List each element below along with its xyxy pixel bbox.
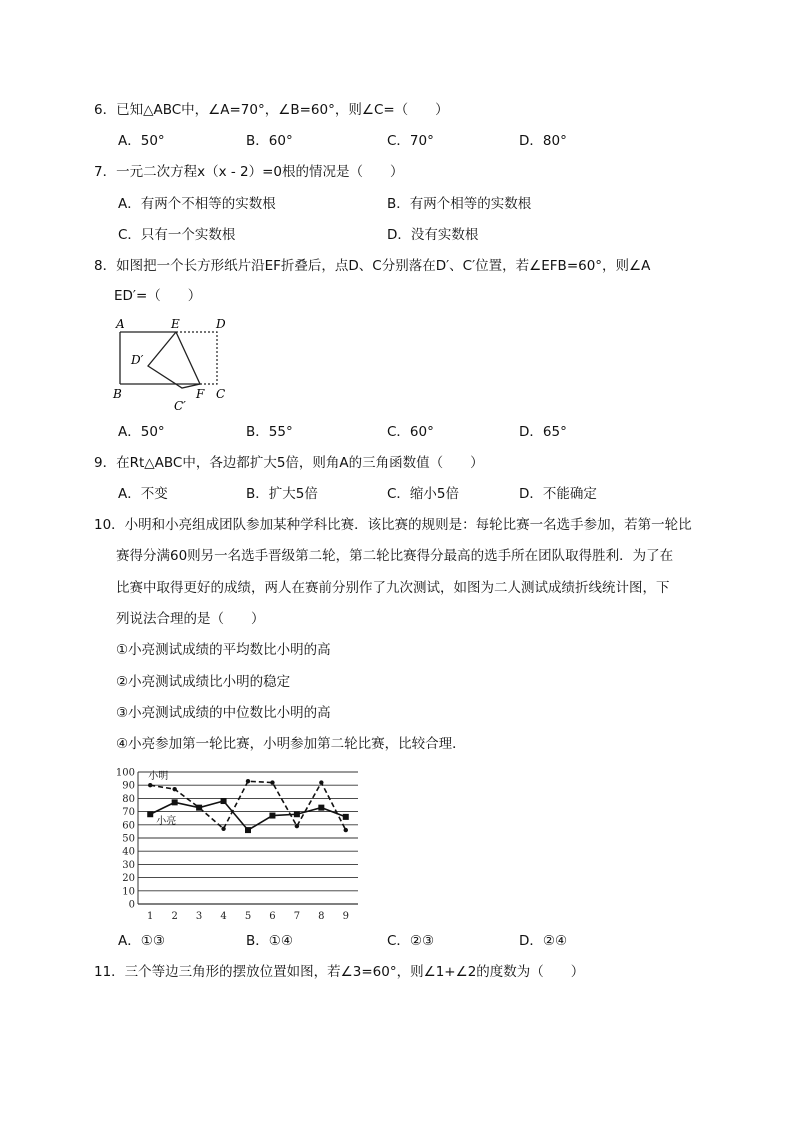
series-line-xiaoliang	[150, 801, 346, 830]
q10-stem-line3: 比赛中取得更好的成绩，两人在赛前分别作了九次测试，如图为二人测试成绩折线统计图，下	[116, 580, 670, 596]
point-xiaoming-5	[246, 779, 250, 783]
x-tick-label-4: 4	[220, 911, 227, 922]
q6-stem: 6．已知△ABC中，∠A=70°，∠B=60°，则∠C=（ ）	[94, 102, 449, 118]
y-tick-label-40: 40	[122, 846, 135, 858]
q8-stem-line2: ED′=（ ）	[114, 288, 202, 304]
x-tick-label-1: 1	[147, 911, 154, 922]
fig-label-a: A	[116, 317, 125, 331]
y-tick-label-50: 50	[122, 833, 135, 845]
point-xiaoliang-5	[245, 827, 251, 833]
q7-option-c: C．只有一个实数根	[118, 227, 236, 243]
y-tick-label-80: 80	[122, 793, 135, 805]
q10-statement-2: ②小亮测试成绩比小明的稳定	[116, 674, 291, 690]
series-label-xiaoming: 小明	[148, 771, 169, 783]
fig-label-b: B	[113, 387, 122, 401]
fig-label-d-prime: D′	[131, 353, 144, 367]
point-xiaoliang-6	[269, 813, 275, 819]
y-tick-label-90: 90	[122, 780, 135, 792]
q10-option-d: D．②④	[519, 933, 568, 949]
q9-option-c: C．缩小5倍	[387, 486, 460, 502]
q10-stem-line1: 10．小明和小亮组成团队参加某种学科比赛．该比赛的规则是：每轮比赛一名选手参加，若第一轮比	[94, 517, 692, 533]
x-tick-label-5: 5	[244, 911, 252, 922]
point-xiaoliang-8	[318, 805, 324, 811]
point-xiaoming-6	[270, 780, 274, 784]
q10-statement-3: ③小亮测试成绩的中位数比小明的高	[116, 705, 331, 721]
q9-option-d: D．不能确定	[519, 486, 597, 502]
y-tick-label-60: 60	[122, 820, 135, 832]
q10-line-chart	[112, 764, 364, 928]
fig-label-d: D	[216, 317, 226, 331]
y-tick-label-70: 70	[122, 807, 135, 819]
q10-statement-1: ①小亮测试成绩的平均数比小明的高	[116, 642, 331, 658]
q8-option-a: A．50°	[118, 424, 165, 440]
series-label-xiaoliang: 小亮	[156, 816, 177, 828]
q8-option-b: B．55°	[246, 424, 293, 440]
q10-statement-4: ④小亮参加第一轮比赛，小明参加第二轮比赛，比较合理．	[116, 736, 466, 752]
series-line-xiaoming	[150, 781, 346, 830]
y-tick-label-30: 30	[122, 859, 135, 871]
q10-stem-line2: 赛得分满60则另一名选手晋级第二轮，第二轮比赛得分最高的选手所在团队取得胜利．为了在	[116, 548, 674, 564]
q6-option-d: D．80°	[519, 133, 567, 149]
point-xiaoliang-3	[196, 805, 202, 811]
q10-stem-line4: 列说法合理的是（ ）	[116, 611, 265, 627]
q10-option-b: B．①④	[246, 933, 293, 949]
x-tick-label-9: 9	[342, 911, 349, 922]
q8-option-d: D．65°	[519, 424, 567, 440]
point-xiaoliang-4	[221, 798, 227, 804]
q9-option-b: B．扩大5倍	[246, 486, 318, 502]
q9-option-a: A．不变	[118, 486, 168, 502]
fig-label-e: E	[171, 317, 180, 331]
q10-option-a: A．①③	[118, 933, 165, 949]
point-xiaoming-7	[295, 824, 299, 828]
y-tick-label-0: 0	[128, 899, 135, 911]
y-tick-label-100: 100	[115, 767, 135, 779]
y-tick-label-20: 20	[122, 873, 135, 885]
point-xiaoming-2	[172, 787, 176, 791]
q7-option-d: D．没有实数根	[387, 227, 479, 243]
point-xiaoming-1	[148, 783, 152, 787]
q7-option-a: A．有两个不相等的实数根	[118, 196, 276, 212]
point-xiaoming-4	[221, 827, 225, 831]
x-tick-label-8: 8	[318, 911, 325, 922]
q8-stem-line1: 8．如图把一个长方形纸片沿EF折叠后，点D、C分别落在D′、C′位置，若∠EFB=60°，则∠A	[94, 258, 651, 274]
q6-option-c: C．70°	[387, 133, 434, 149]
fig-label-c: C	[216, 387, 226, 401]
q10-option-c: C．②③	[387, 933, 435, 949]
point-xiaoliang-1	[147, 811, 153, 817]
q7-stem: 7．一元二次方程x（x - 2）=0根的情况是（ ）	[94, 164, 404, 180]
q6-option-b: B．60°	[246, 133, 293, 149]
x-tick-label-2: 2	[171, 911, 178, 922]
point-xiaoliang-2	[172, 799, 178, 805]
q9-stem: 9．在Rt△ABC中，各边都扩大5倍，则角A的三角函数值（ ）	[94, 455, 484, 471]
q6-option-a: A．50°	[118, 133, 165, 149]
point-xiaoming-9	[344, 828, 348, 832]
fig-label-c-prime: C′	[174, 399, 186, 413]
x-tick-label-7: 7	[293, 911, 301, 922]
x-tick-label-3: 3	[195, 911, 203, 922]
q8-fold-figure	[108, 314, 238, 414]
q8-option-c: C．60°	[387, 424, 434, 440]
fig-label-f: F	[196, 387, 205, 401]
q7-option-b: B．有两个相等的实数根	[387, 196, 532, 212]
point-xiaoliang-7	[294, 811, 300, 817]
y-tick-label-10: 10	[122, 886, 135, 898]
point-xiaoming-8	[319, 780, 323, 784]
x-tick-label-6: 6	[269, 911, 276, 922]
q11-stem: 11．三个等边三角形的摆放位置如图，若∠3=60°，则∠1+∠2的度数为（ ）	[94, 964, 585, 980]
point-xiaoliang-9	[343, 814, 349, 820]
